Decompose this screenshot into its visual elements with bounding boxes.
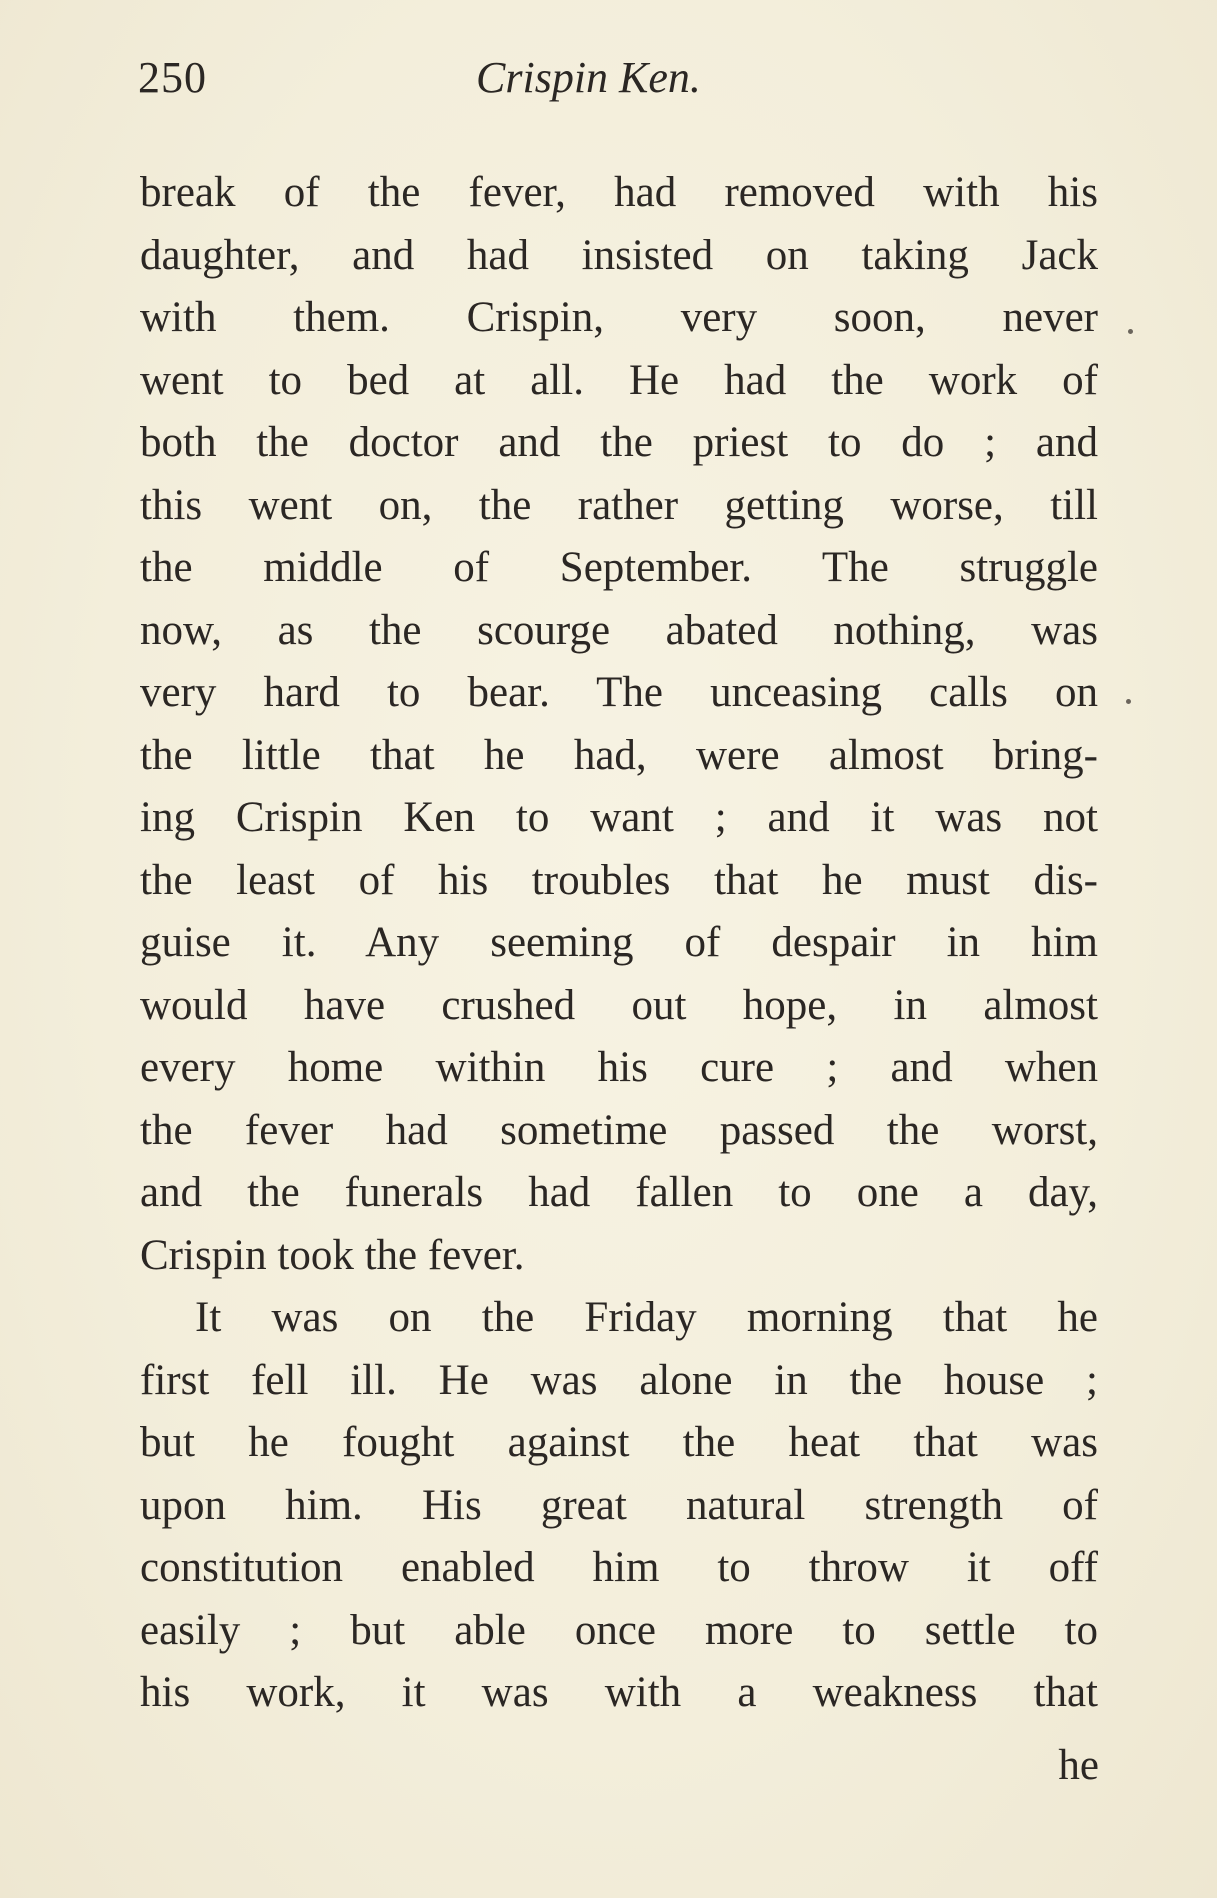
page-number: 250 [138, 53, 207, 102]
text-line: ing Crispin Ken to want ; and it was not [140, 794, 1098, 841]
text-line: would have crushed out hope, in almost [140, 981, 1098, 1029]
body-text [140, 162, 1098, 1725]
text-line: the fever had sometime passed the worst, [140, 1106, 1098, 1154]
paragraph-end-line: Crispin took the fever. [140, 1231, 525, 1279]
text-line: the middle of September. The struggle [140, 544, 1098, 591]
text-line: guise it. Any seeming of despair in him [140, 919, 1098, 966]
text-line: this went on, the rather getting worse, till [140, 481, 1098, 529]
text-line: very hard to bear. The unceasing calls on [140, 669, 1098, 716]
running-title: Crispin Ken. [476, 53, 701, 102]
ink-speck [1126, 699, 1131, 704]
text-line: the least of his troubles that he must dis- [140, 856, 1098, 904]
text-line: easily ; but able once more to settle to [140, 1606, 1098, 1654]
text-line: but he fought against the heat that was [140, 1419, 1098, 1466]
text-line: upon him. His great natural strength of [140, 1481, 1098, 1529]
text-line: every home within his cure ; and when [140, 1044, 1098, 1091]
text-line: now, as the scourge abated nothing, was [140, 606, 1098, 654]
text-line: went to bed at all. He had the work of [140, 356, 1098, 404]
text-line: daughter, and had insisted on taking Jack [140, 231, 1098, 279]
ink-speck [1128, 329, 1133, 334]
text-line: first fell ill. He was alone in the house ; [140, 1356, 1098, 1404]
running-head [138, 52, 1098, 112]
text-line: break of the fever, had removed with his [140, 169, 1098, 216]
text-line: constitution enabled him to throw it off [140, 1544, 1098, 1591]
text-line: with them. Crispin, very soon, never [140, 294, 1098, 341]
text-line: and the funerals had fallen to one a day, [140, 1169, 1098, 1216]
paragraph-start-line: It was on the Friday morning that he [195, 1294, 1098, 1341]
text-line: both the doctor and the priest to do ; and [140, 419, 1098, 466]
text-line: the little that he had, were almost bring- [140, 731, 1098, 779]
catchword: he [1058, 1742, 1099, 1789]
text-line: his work, it was with a weakness that [140, 1669, 1098, 1716]
